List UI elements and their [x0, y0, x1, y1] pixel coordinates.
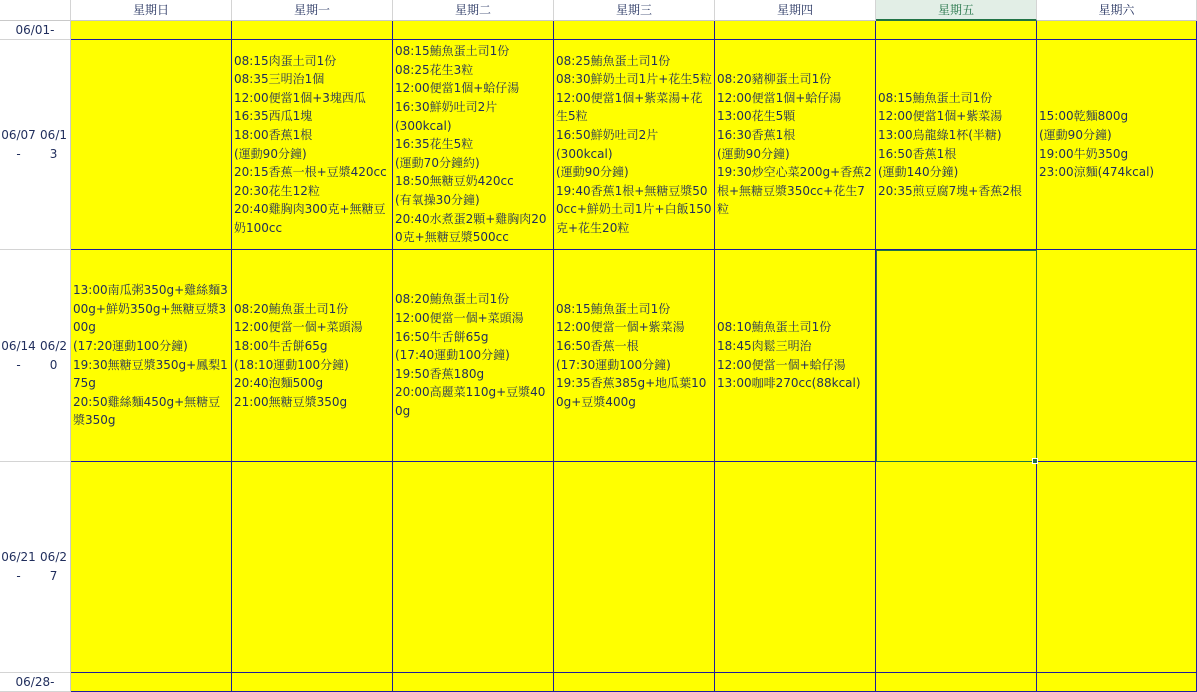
meal-log-text: 08:15肉蛋土司1份 08:35三明治1個 12:00便當1個+3塊西瓜 16:35西瓜1塊 18:00香蕉1根 (運動90分鐘) 20:15香蕉一根+豆漿420cc 20:30花生12粒 20:40雞胸肉300克+無糖豆奶100cc: [234, 53, 387, 235]
week-end-date: 06/20: [40, 338, 67, 372]
weekday-header[interactable]: 星期一: [232, 0, 393, 21]
day-cell[interactable]: [715, 462, 876, 673]
corner-cell[interactable]: [0, 0, 71, 21]
day-cell[interactable]: [71, 462, 232, 673]
day-cell[interactable]: [393, 40, 554, 250]
meal-log-text: 08:15鮪魚蛋土司1份 12:00便當1個+紫菜湯 13:00烏龍綠1杯(半糖) 16:50香蕉1根 (運動140分鐘) 20:35煎豆腐7塊+香蕉2根: [878, 90, 1022, 198]
day-cell[interactable]: [71, 40, 232, 250]
day-cell[interactable]: [1037, 673, 1197, 692]
meal-log-text: 08:25鮪魚蛋土司1份 08:30鮮奶土司1片+花生5粒12:00便當1個+紫菜湯+花生5粒 16:50鮮奶吐司2片 (300kcal) (運動90分鐘) 19:40香蕉1根+無糖豆漿500cc+鮮奶土司1片+白飯150克+花生20粒: [556, 53, 712, 235]
day-cell[interactable]: [1037, 40, 1197, 250]
week-label[interactable]: [0, 250, 71, 462]
fill-handle[interactable]: [1032, 458, 1038, 464]
weekday-header[interactable]: 星期日: [71, 0, 232, 21]
day-cell[interactable]: [393, 21, 554, 40]
day-cell[interactable]: [554, 40, 715, 250]
day-cell[interactable]: [71, 673, 232, 692]
week-label[interactable]: [0, 21, 71, 40]
day-cell[interactable]: [715, 40, 876, 250]
meal-log-text: 08:20鮪魚蛋土司1份 12:00便當一個+菜頭湯 18:00牛舌餅65g (18:10運動100分鐘) 20:40泡麵500g 21:00無糖豆漿350g: [234, 301, 363, 409]
meal-log-text: 13:00南瓜粥350g+雞絲麵300g+鮮奶350g+無糖豆漿300g (17:20運動100分鐘) 19:30無糖豆漿350g+鳳梨175g 20:50雞絲麵450g+無糖豆漿350g: [73, 283, 228, 428]
day-cell[interactable]: [876, 673, 1037, 692]
week-start-date: 06/01-: [15, 22, 55, 37]
meal-log-text: 15:00乾麵800g (運動90分鐘) 19:00牛奶350g 23:00涼麵(474kcal): [1039, 109, 1155, 180]
week-start-date: 06/14-: [1, 338, 36, 372]
day-cell[interactable]: [71, 250, 232, 462]
day-cell[interactable]: [554, 673, 715, 692]
meal-log-text: 08:10鮪魚蛋土司1份 18:45肉鬆三明治 12:00便當一個+蛤仔湯 13:00咖啡270cc(88kcal): [717, 320, 861, 391]
day-cell[interactable]: [232, 40, 393, 250]
week-label[interactable]: [0, 673, 71, 692]
day-cell[interactable]: [554, 462, 715, 673]
week-end-date: 06/13: [40, 127, 67, 161]
week-label[interactable]: [0, 462, 71, 673]
day-cell[interactable]: [232, 250, 393, 462]
day-cell[interactable]: [876, 21, 1037, 40]
week-start-date: 06/21-: [1, 550, 36, 583]
day-cell[interactable]: [715, 673, 876, 692]
day-cell[interactable]: [1037, 21, 1197, 40]
weekday-header[interactable]: 星期五: [876, 0, 1037, 21]
meal-log-text: 08:20豬柳蛋土司1份 12:00便當1個+蛤仔湯 13:00花生5顆 16:30香蕉1根 (運動90分鐘) 19:30炒空心菜200g+香蕉2根+無糖豆漿350cc+花生7粒: [717, 72, 872, 217]
day-cell[interactable]: [71, 21, 232, 40]
day-cell[interactable]: [1037, 462, 1197, 673]
weekday-header[interactable]: 星期三: [554, 0, 715, 21]
week-label[interactable]: [0, 40, 71, 250]
meal-log-text: 08:15鮪魚蛋土司1份 08:25花生3粒 12:00便當1個+蛤仔湯 16:30鮮奶吐司2片 (300kcal) 16:35花生5粒 (運動70分鐘約) 18:50無糖豆奶420cc (有氧操30分鐘) 20:40水煮蛋2顆+雞胸肉200克+無糖豆漿500cc: [395, 44, 547, 245]
day-cell[interactable]: [232, 673, 393, 692]
weekday-header[interactable]: 星期四: [715, 0, 876, 21]
weekday-header[interactable]: 星期六: [1037, 0, 1197, 21]
day-cell[interactable]: [232, 462, 393, 673]
weekday-header[interactable]: 星期二: [393, 0, 554, 21]
day-cell[interactable]: [393, 462, 554, 673]
day-cell[interactable]: [876, 40, 1037, 250]
meal-log-text: 08:20鮪魚蛋土司1份 12:00便當一個+菜頭湯 16:50牛舌餅65g (17:40運動100分鐘) 19:50香蕉180g 20:00高麗菜110g+豆漿400g: [395, 292, 546, 418]
day-cell[interactable]: [554, 250, 715, 462]
week-start-date: 06/07-: [1, 127, 36, 161]
day-cell[interactable]: [1037, 250, 1197, 462]
day-cell[interactable]: [876, 462, 1037, 673]
day-cell[interactable]: [554, 21, 715, 40]
day-cell[interactable]: [232, 21, 393, 40]
day-cell[interactable]: [715, 21, 876, 40]
day-cell[interactable]: [393, 673, 554, 692]
day-cell[interactable]: [715, 250, 876, 462]
meal-log-text: 08:15鮪魚蛋土司1份 12:00便當一個+紫菜湯 16:50香蕉一根 (17:30運動100分鐘) 19:35香蕉385g+地瓜葉100g+豆漿400g: [556, 301, 707, 409]
selected-day-cell[interactable]: [876, 250, 1037, 462]
week-start-date: 06/28-: [15, 674, 55, 689]
day-cell[interactable]: [393, 250, 554, 462]
week-end-date: 06/27: [40, 550, 67, 583]
